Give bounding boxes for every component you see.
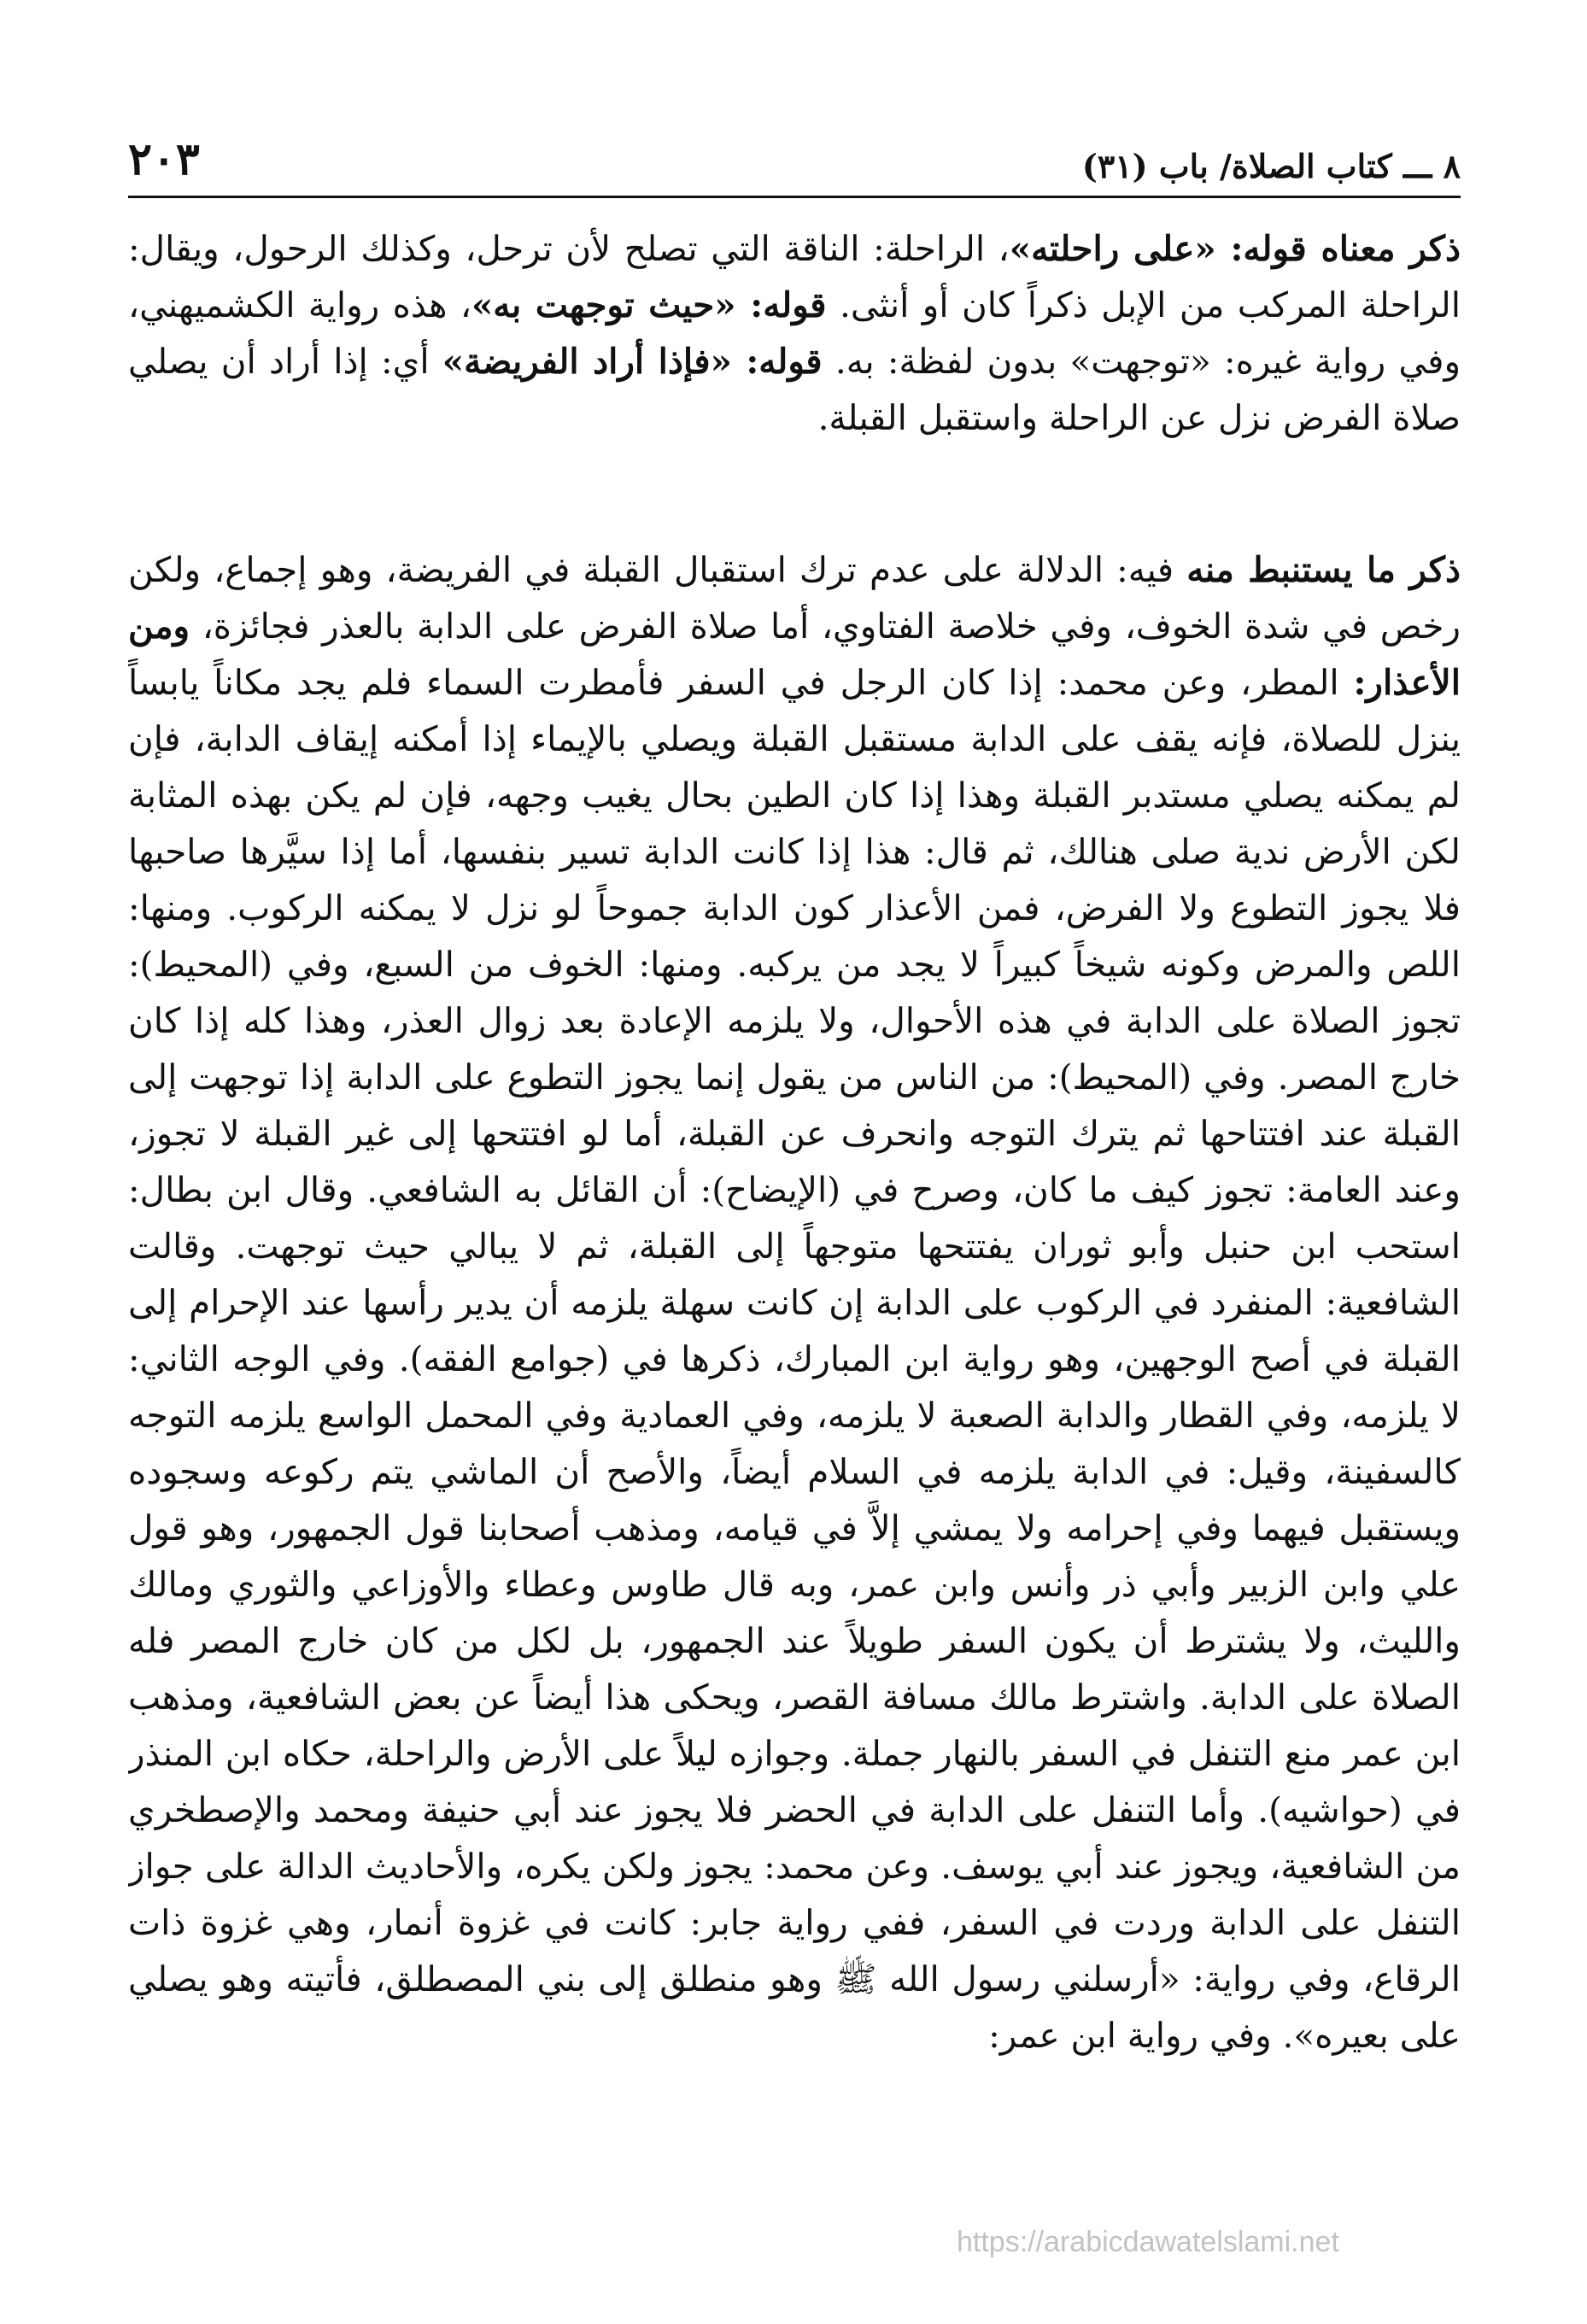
quoted-term: «حيث توجهت به» bbox=[471, 284, 751, 325]
page-header bbox=[128, 120, 1461, 198]
paragraph-text: المطر، وعن محمد: إذا كان الرجل في السفر فأمطرت السماء فلم يجد مكاناً يابساً ينزل للصلاة، فإنه يقف على الدابة مستقبل القبلة ويصلي بالإيماء إذا أمكنه إيقاف الدابة، فإن لم يمكنه يصلي مستدبر القبلة وهذا إذا كان الطين بحال يغيب وجهه، فإن لم يكن بهذه المثابة لكن الأرض ندية صلى هنالك، ثم قال: هذا إذا كانت الدابة تسير بنفسها، أما إذا سيَّرها صاحبها فلا يجوز التطوع ولا الفرض، فمن الأعذار كون الدابة جموحاً لو نزل لا يمكنه الركوب. ومنها: اللص والمرض وكونه شيخاً كبيراً لا يجد من يركبه. ومنها: الخوف من السبع، وفي (المحيط): تجوز الصلاة على الدابة في هذه الأحوال، ولا يلزمه الإعادة بعد زوال العذر، وهذا كله إذا كان خارج المصر. وفي (المحيط): من الناس من يقول إنما يجوز التطوع على الدابة إذا توجهت إلى القبلة عند افتتاحها ثم يترك التوجه وانحرف عن القبلة، أما لو افتتحها إلى غير القبلة لا تجوز، وعند العامة: تجوز كيف ما كان، وصرح في (الإيضاح): أن القائل به الشافعي. وقال ابن بطال: استحب ابن حنبل وأبو ثوران يفتتحها متوجهاً إلى القبلة، ثم لا يبالي حيث توجهت. وقالت الشافعية: المنفرد في الركوب على الدابة إن كانت سهلة يلزمه أن يدير رأسها عند الإحرام إلى القبلة في أصح الوجهين، وهو رواية ابن المبارك، ذكرها في (جوامع الفقه). وفي الوجه الثاني: لا يلزمه، وفي القطار والدابة الصعبة لا يلزمه، وفي العمادية وفي المحمل الواسع يلزمه التوجه كالسفينة، وقيل: في الدابة يلزمه في السلام أيضاً، والأصح أن الماشي يتم ركوعه وسجوده ويستقبل فيهما وفي إحرامه ولا يمشي إلاَّ في قيامه، ومذهب أصحابنا قول الجمهور، وهو قول علي وابن الزبير وأبي ذر وأنس وابن عمر، وبه قال طاوس وعطاء والأوزاعي والثوري ومالك والليث، ولا يشترط أن يكون السفر طويلاً عند الجمهور، بل لكل من كان خارج المصر فله الصلاة على الدابة. واشترط مالك مسافة القصر، ويحكى هذا أيضاً عن بعض الشافعية، ومذهب ابن عمر منع التنفل في السفر بالنهار جملة. وجوازه ليلاً على الأرض والراحلة، حكاه ابن المنذر في (حواشيه). وأما التنفل على الدابة في الحضر فلا يجوز عند أبي حنيفة ومحمد والإصطخري من الشافعية، ويجوز عند أبي يوسف. وعن محمد: يجوز ولكن يكره، والأحاديث الدالة على جواز التنفل على الدابة وردت في السفر، ففي رواية جابر: كانت في غزوة أنمار، وهي غزوة ذات الرقاع، وفي رواية: «أرسلني رسول الله ﷺ وهو منطلق إلى بني المصطلق، فأتيته وهو يصلي على بعيره». وفي رواية ابن عمر: bbox=[128, 662, 1461, 2056]
term-label: ومن الأعذار: bbox=[128, 606, 1461, 703]
section-heading-rulings: ذكر ما يستنبط منه bbox=[1186, 549, 1461, 590]
page-body bbox=[128, 220, 1461, 2284]
term-label: قوله: bbox=[750, 284, 827, 325]
quoted-term: «فإذا أراد الفريضة» bbox=[442, 341, 747, 382]
paragraph-text: ، الراحلة: الناقة التي تصلح لأن ترحل، وكذلك الرحول، ويقال: الراحلة المركب من الإبل ذكراً كان أو أنثى. bbox=[128, 228, 1461, 325]
running-title: ٨ ـــ كتاب الصلاة/ باب (٣١) bbox=[1081, 147, 1461, 185]
paragraph-text: فيه: الدلالة على عدم ترك استقبال القبلة في الفريضة، وهو إجماع، ولكن رخص في شدة الخوف، وفي خلاصة الفتاوي، أما صلاة الفرض على الدابة بالعذر فجائزة، bbox=[128, 549, 1461, 647]
quoted-term: «على راحلته» bbox=[1009, 228, 1231, 269]
book-page bbox=[128, 120, 1461, 2306]
section-heading-meaning: ذكر معناه قوله: bbox=[1230, 228, 1461, 269]
paragraph-meaning bbox=[128, 220, 1461, 502]
paragraph-derived-rulings bbox=[128, 541, 1461, 2284]
watermark-url: https://arabicdawatelslami.net bbox=[957, 2226, 1339, 2258]
paragraph-text: أي: إذا أراد أن يصلي صلاة الفرض نزل عن الراحلة واستقبل القبلة. bbox=[128, 341, 1461, 438]
term-label: قوله: bbox=[746, 341, 823, 382]
page-number: ٢٠٣ bbox=[128, 133, 200, 185]
paragraph-text: ، هذه رواية الكشميهني، وفي رواية غيره: «توجهت» بدون لفظة: به. bbox=[128, 284, 1461, 382]
